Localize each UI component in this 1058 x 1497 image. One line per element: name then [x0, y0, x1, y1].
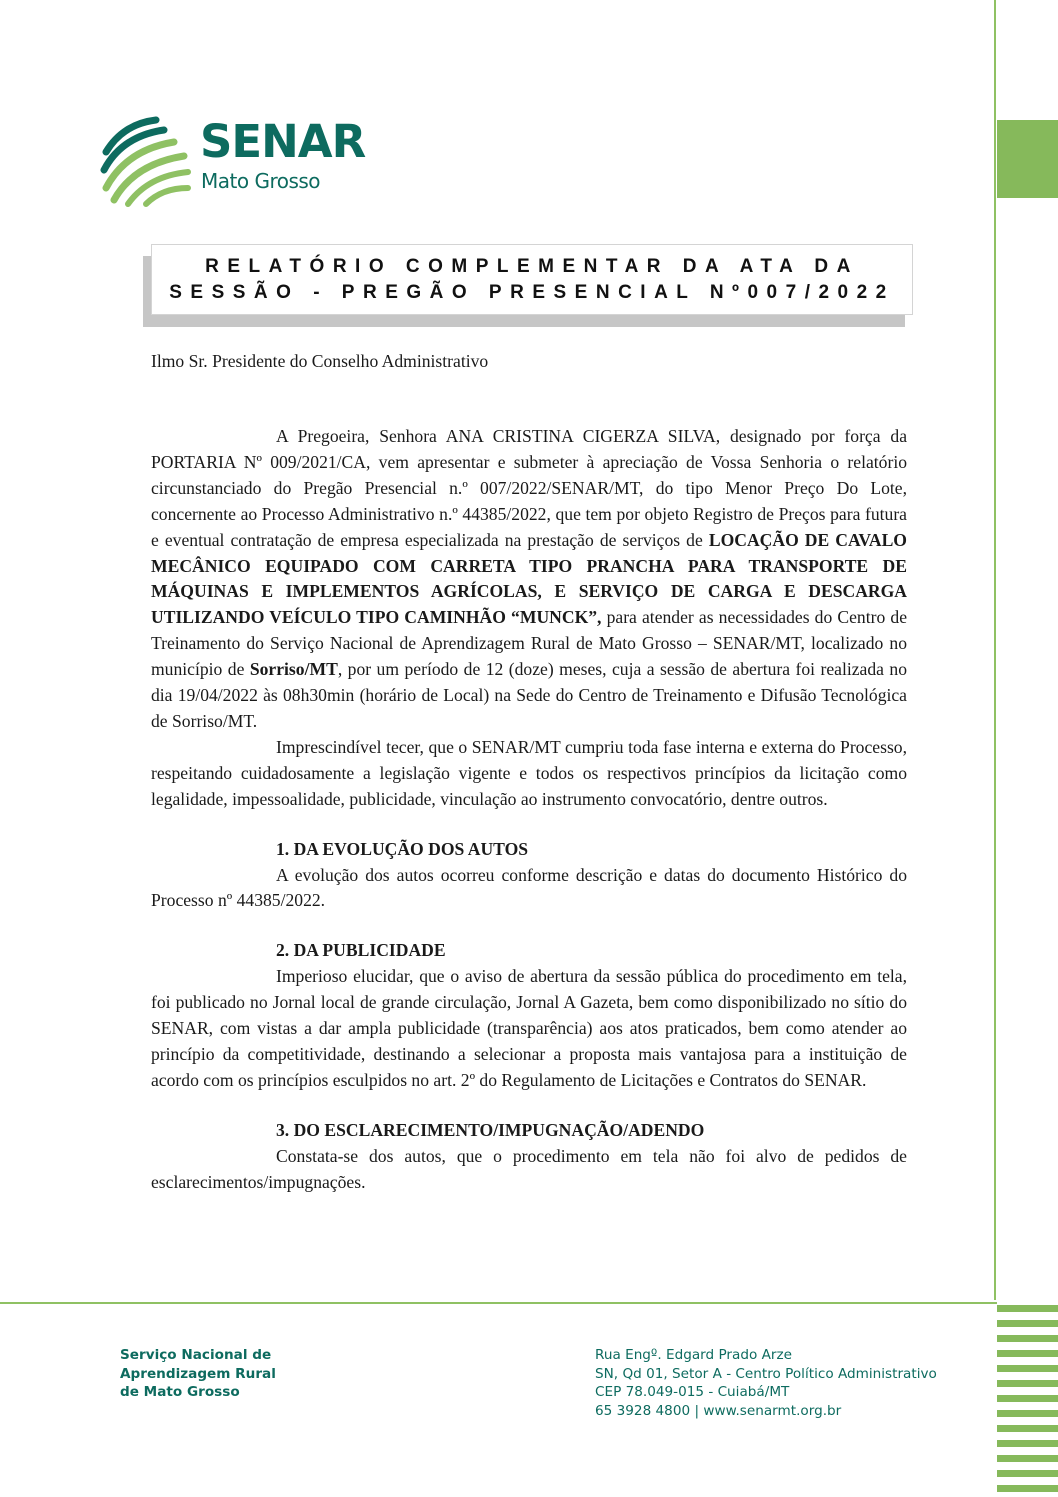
- intro-paragraph: [151, 424, 907, 735]
- footer-divider: [0, 1302, 997, 1304]
- senar-logo: [98, 112, 378, 207]
- title-line-1: RELATÓRIO COMPLEMENTAR DA ATA DA: [205, 256, 859, 277]
- right-rail-line: [994, 0, 996, 1300]
- footer-address-line: Rua Engº. Edgard Prado Arze: [595, 1347, 792, 1363]
- procurement-object: LOCAÇÃO DE CAVALO MECÂNICO EQUIPADO COM CARRETA TIPO PRANCHA PARA TRANSPORTE DE MÁQUINAS E IMPLEMENTOS AGRÍCOLAS, E SERVIÇO DE CARGA E DESCARGA UTILIZANDO VEÍCULO TIPO CAMINHÃO “MUNCK”,: [151, 529, 907, 628]
- compliance-paragraph: Imprescindível tecer, que o SENAR/MT cumpriu toda fase interna e externa do Processo, respeitando cuidadosamente a legislação vigente e todos os respectivos princípios da licitação como legalidade, impessoalidade, publicidade, vinculação ao instrumento convocatório, dentre outros.: [151, 736, 907, 809]
- document-title: [151, 244, 913, 315]
- right-rail-stripes: [997, 1305, 1058, 1497]
- section-heading: 1. DA EVOLUÇÃO DOS AUTOS: [276, 838, 529, 859]
- footer-org-line: Aprendizagem Rural: [120, 1365, 276, 1382]
- intro-text-end: , por um período de 12 (doze) meses, cuja a sessão de abertura foi realizada no dia 19/04/2022 às 08h30min (horário de Local) na Sede do Centro de Treinamento e Difusão Tecnológica de Sorriso/MT.: [151, 659, 907, 731]
- spacer: [151, 813, 907, 837]
- intro-text-mid: para atender as necessidades do Centro de Treinamento do Serviço Nacional de Aprendizagem Rural de Mato Grosso – SENAR/MT, localizado no município de: [151, 607, 908, 680]
- footer-address: [595, 1346, 937, 1420]
- right-rail-block: [997, 120, 1058, 198]
- footer-address-line: SN, Qd 01, Setor A - Centro Político Administrativo: [595, 1365, 937, 1382]
- footer-org-line: Serviço Nacional de: [120, 1347, 272, 1363]
- footer-contact-line: 65 3928 4800 | www.senarmt.org.br: [595, 1402, 842, 1419]
- footer-org-line: de Mato Grosso: [120, 1384, 240, 1400]
- spacer: [151, 914, 907, 938]
- logo-subtitle: Mato Grosso: [201, 169, 321, 193]
- footer-organization: [120, 1346, 276, 1402]
- municipality: Sorriso/MT: [249, 659, 338, 680]
- logo-wordmark: SENAR: [200, 115, 366, 168]
- title-line-2: SESSÃO - PREGÃO PRESENCIAL Nº007/2022: [169, 282, 895, 303]
- footer-address-line: CEP 78.049-015 - Cuiabá/MT: [595, 1384, 790, 1400]
- spacer: [151, 1094, 907, 1118]
- section-text: Constata-se dos autos, que o procedimento em tela não foi alvo de pedidos de esclarecimentos/impugnações.: [151, 1145, 907, 1192]
- section-heading: 2. DA PUBLICIDADE: [276, 940, 446, 961]
- senar-leaf-icon: [98, 112, 193, 207]
- section-text: Imperioso elucidar, que o aviso de abertura da sessão pública do procedimento em tela, foi publicado no Jornal local de grande circulação, Jornal A Gazeta, bem como disponibilizado no sítio do SENAR, com vistas a dar ampla publicidade (transparência) aos atos praticados, bem como atender ao princípio da competitividade, destinando a selecionar a proposta mais vantajosa para a instituição de acordo com os princípios esculpidos no art. 2º do Regulamento de Licitações e Contratos do SENAR.: [151, 966, 907, 1090]
- intro-text-start: A Pregoeira, Senhora ANA CRISTINA CIGERZA SILVA, designado por força da PORTARIA Nº 009/2021/CA, vem apresentar e submeter à apreciação de Vossa Senhoria o relatório circunstanciado do Pregão Presencial n.º 007/2022/SENAR/MT, do tipo Menor Preço Do Lote, concernente ao Processo Administrativo n.º 44385/2022, que tem por objeto Registro de Preços para futura e eventual contratação de empresa especializada na prestação de serviços de: [151, 426, 907, 550]
- document-body: [151, 424, 907, 1195]
- section-text: A evolução dos autos ocorreu conforme descrição e datas do documento Histórico do Processo nº 44385/2022.: [151, 864, 907, 911]
- section-heading: 3. DO ESCLARECIMENTO/IMPUGNAÇÃO/ADENDO: [276, 1119, 705, 1140]
- salutation: Ilmo Sr. Presidente do Conselho Administrativo: [151, 351, 489, 371]
